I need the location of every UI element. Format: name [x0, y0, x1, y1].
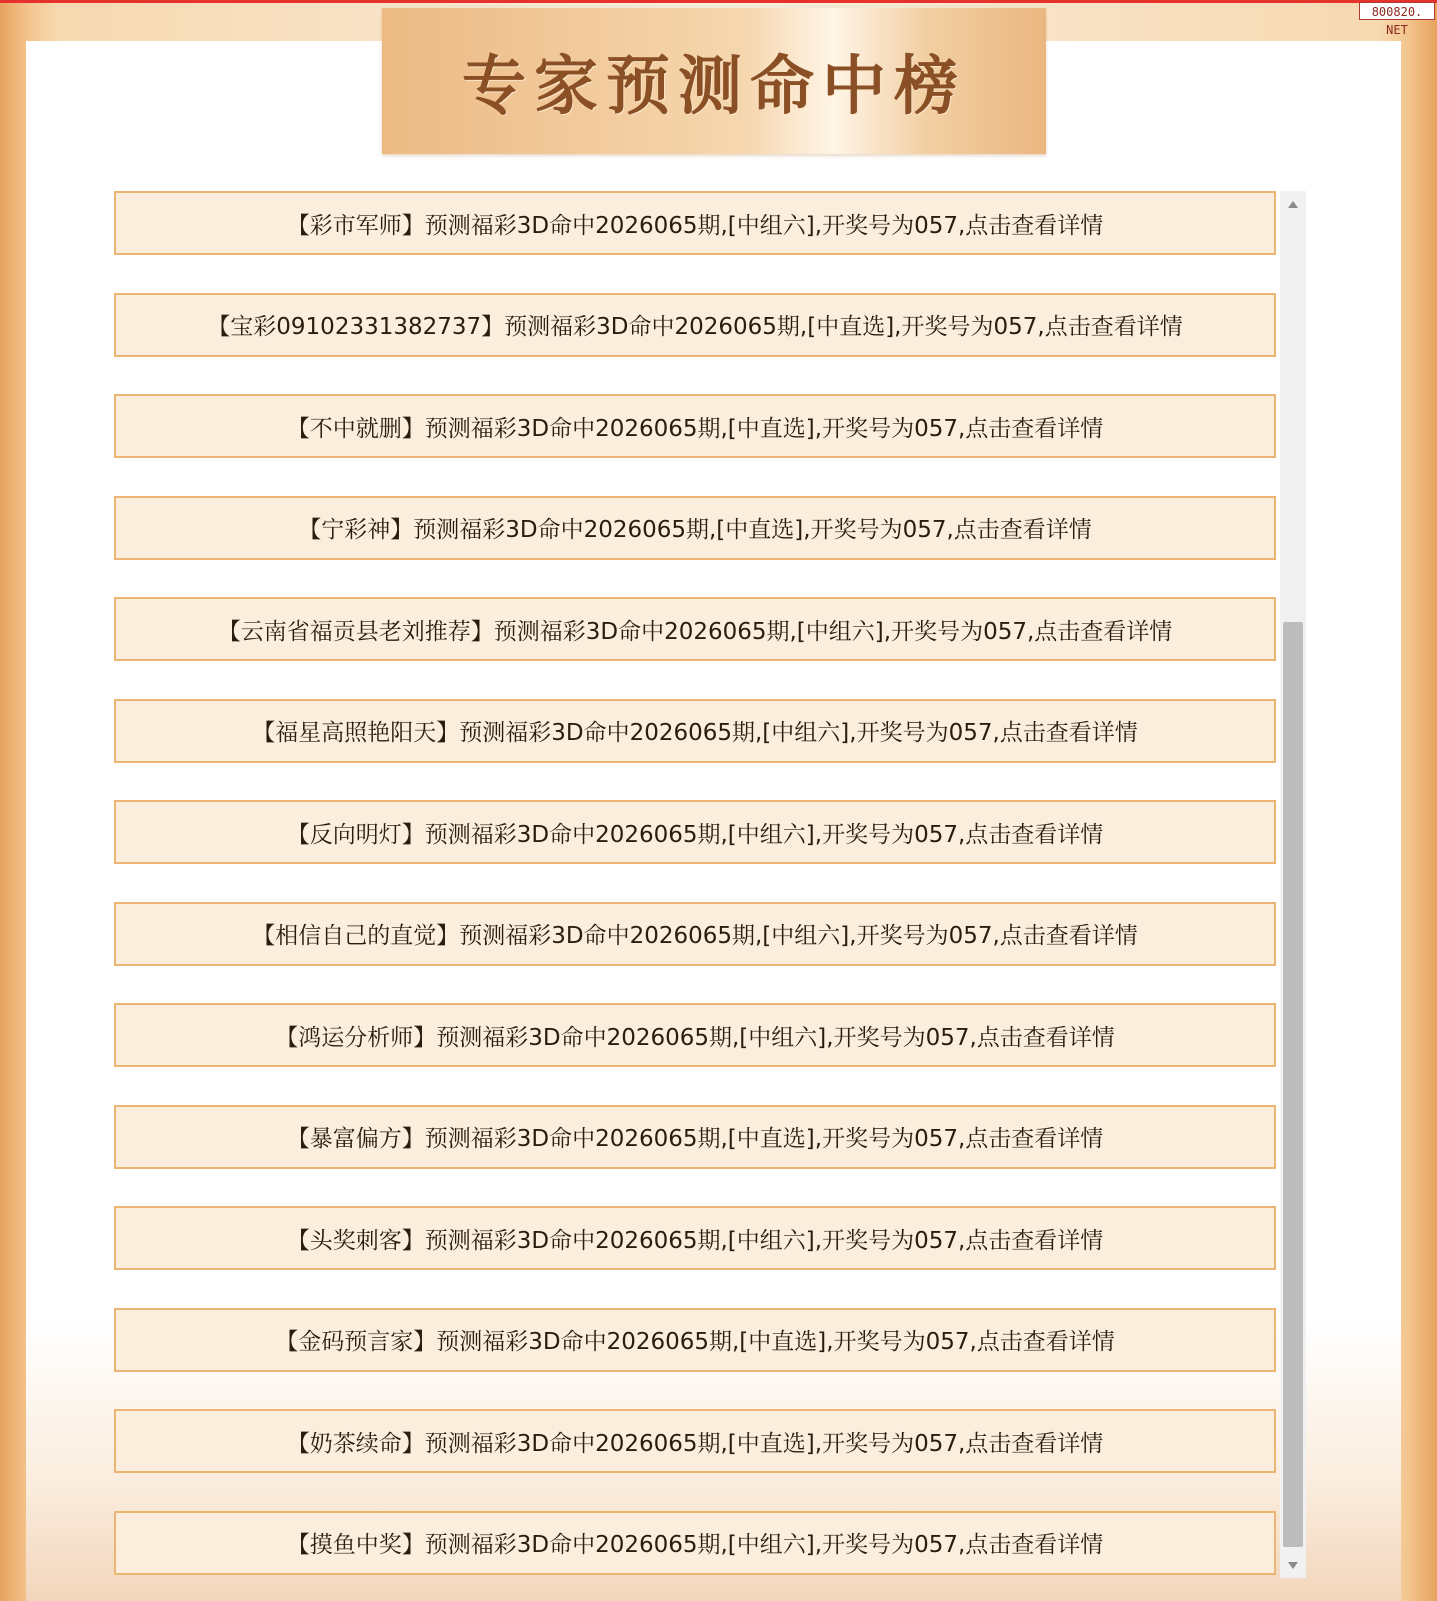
list-item-text: 【相信自己的直觉】预测福彩3D命中2026065期,[中组六],开奖号为057,点击查看详情 — [252, 923, 1138, 949]
list-item-text: 【宁彩神】预测福彩3D命中2026065期,[中直选],开奖号为057,点击查看详情 — [298, 517, 1092, 543]
list-item[interactable] — [114, 1511, 1276, 1575]
scroll-down-button[interactable] — [1280, 1552, 1306, 1578]
top-edge-line — [0, 0, 1437, 3]
list-item-text: 【彩市军师】预测福彩3D命中2026065期,[中组六],开奖号为057,点击查看详情 — [286, 212, 1104, 239]
scroll-up-button[interactable] — [1280, 191, 1306, 217]
list-item[interactable] — [114, 1206, 1276, 1270]
list-item[interactable] — [114, 394, 1276, 458]
list-item-text: 【鸿运分析师】预测福彩3D命中2026065期,[中组六],开奖号为057,点击查看详情 — [275, 1024, 1115, 1051]
list-item-text: 【奶茶续命】预测福彩3D命中2026065期,[中直选],开奖号为057,点击查看详情 — [286, 1430, 1104, 1457]
title-banner — [382, 8, 1046, 154]
list-item[interactable] — [114, 1308, 1276, 1372]
list-item-text: 【不中就删】预测福彩3D命中2026065期,[中直选],开奖号为057,点击查看详情 — [286, 415, 1104, 442]
list-item[interactable] — [114, 800, 1276, 864]
triangle-up-icon — [1288, 201, 1298, 208]
scrollbar-thumb[interactable] — [1283, 622, 1303, 1547]
vertical-scrollbar[interactable] — [1280, 191, 1306, 1578]
list-item[interactable] — [114, 1003, 1276, 1067]
list-item[interactable] — [114, 699, 1276, 763]
list-item[interactable] — [114, 496, 1276, 560]
page-title: 专家预测命中榜 — [462, 49, 966, 124]
list-item-text: 【头奖刺客】预测福彩3D命中2026065期,[中组六],开奖号为057,点击查看详情 — [286, 1227, 1104, 1254]
list-item[interactable] — [114, 902, 1276, 966]
list-item[interactable] — [114, 597, 1276, 661]
list-item-text: 【摸鱼中奖】预测福彩3D命中2026065期,[中组六],开奖号为057,点击查看详情 — [286, 1532, 1104, 1558]
list-item-text: 【反向明灯】预测福彩3D命中2026065期,[中组六],开奖号为057,点击查看详情 — [286, 821, 1104, 848]
list-item-text: 【金码预言家】预测福彩3D命中2026065期,[中直选],开奖号为057,点击查看详情 — [275, 1329, 1115, 1355]
list-item[interactable] — [114, 1105, 1276, 1169]
list-item[interactable] — [114, 1409, 1276, 1473]
list-item-text: 【宝彩09102331382737】预测福彩3D命中2026065期,[中直选],开奖号为057,点击查看详情 — [207, 314, 1183, 340]
triangle-down-icon — [1288, 1562, 1298, 1569]
list-item[interactable] — [114, 191, 1276, 255]
prediction-list — [114, 191, 1278, 1578]
site-watermark: 800820. NET — [1359, 2, 1435, 20]
list-item-text: 【福星高照艳阳天】预测福彩3D命中2026065期,[中组六],开奖号为057,点击查看详情 — [252, 720, 1138, 746]
list-item[interactable] — [114, 293, 1276, 357]
list-item-text: 【云南省福贡县老刘推荐】预测福彩3D命中2026065期,[中组六],开奖号为057,点击查看详情 — [217, 618, 1173, 645]
list-item-text: 【暴富偏方】预测福彩3D命中2026065期,[中直选],开奖号为057,点击查看详情 — [286, 1126, 1104, 1152]
